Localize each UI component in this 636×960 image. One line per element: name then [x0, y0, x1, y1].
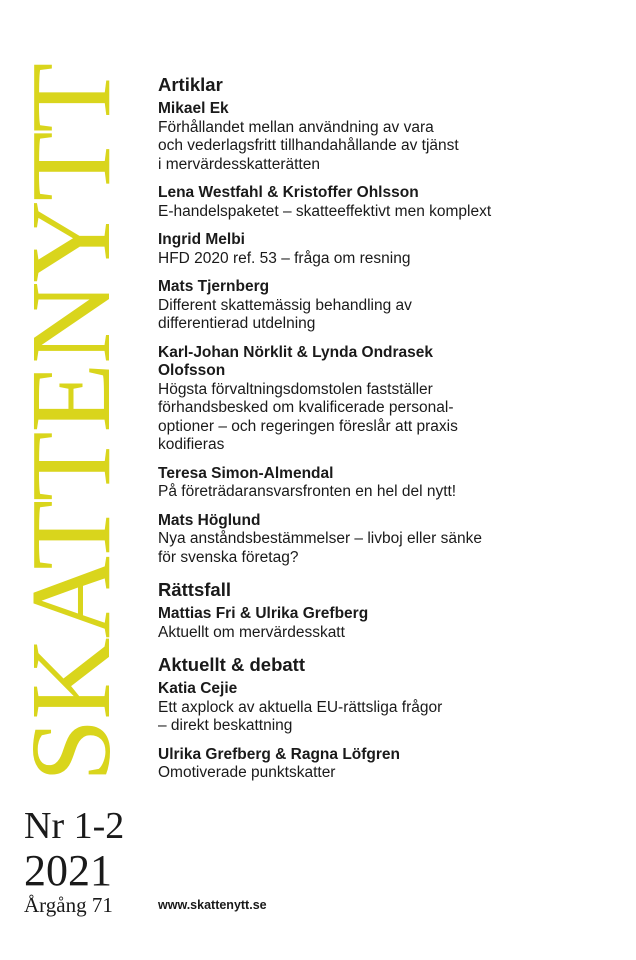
section-title: Rättsfall: [158, 579, 231, 600]
article-author: Karl-Johan Nörklit & Lynda Ondrasek Olofsson: [158, 343, 434, 379]
article-author: Mikael Ek: [158, 100, 229, 117]
masthead-title: SKATTENYTT: [7, 63, 135, 783]
article-title: Högsta förvaltningsdomstolen fastställer förhandsbesked om kvalificerade personal- optioner – och regeringen föreslår att praxis kodifieras: [158, 380, 458, 453]
table-of-contents: [158, 74, 598, 795]
section-aktuellt-debatt: [158, 654, 598, 783]
section-artiklar: [158, 74, 598, 567]
article-item: [158, 100, 598, 174]
issue-number: Nr 1-2: [24, 805, 125, 847]
issue-volume: Årgång 71: [24, 893, 113, 917]
article-item: [158, 680, 598, 736]
article-title: E-handelspaketet – skatteeffektivt men komplext: [158, 202, 492, 220]
article-author: Ulrika Grefberg & Ragna Löfgren: [158, 745, 401, 763]
article-title: På företrädaransvarsfronten en hel del nytt!: [158, 483, 457, 500]
article-title: Omotiverade punktskatter: [158, 764, 336, 781]
section-rattsfall: [158, 579, 598, 642]
article-title: Förhållandet mellan användning av vara och vederlagsfritt tillhandahållande av tjänst i mervärdesskatterätten: [158, 118, 459, 173]
article-item: [158, 278, 598, 334]
article-author: Mats Höglund: [158, 511, 261, 529]
article-item: [158, 605, 598, 642]
article-author: Mattias Fri & Ulrika Grefberg: [158, 605, 369, 622]
article-title: Aktuellt om mervärdesskatt: [158, 623, 345, 641]
article-author: Ingrid Melbi: [158, 231, 245, 248]
section-title: Aktuellt & debatt: [158, 654, 305, 675]
article-author: Lena Westfahl & Kristoffer Ohlsson: [158, 184, 419, 201]
article-title: Ett axplock av aktuella EU-rättsliga frågor – direkt beskattning: [158, 698, 443, 734]
article-item: [158, 746, 598, 783]
article-item: [158, 344, 598, 455]
article-item: [158, 184, 598, 221]
issue-year: 2021: [24, 846, 112, 895]
masthead: [7, 48, 135, 798]
article-author: Teresa Simon-Almendal: [158, 464, 334, 482]
article-title: HFD 2020 ref. 53 – fråga om resning: [158, 249, 411, 267]
article-item: [158, 465, 598, 502]
website-link[interactable]: www.skattenytt.se: [158, 898, 267, 912]
section-title: Artiklar: [158, 74, 223, 95]
article-author: Mats Tjernberg: [158, 278, 270, 295]
article-item: [158, 512, 598, 568]
article-item: [158, 231, 598, 268]
article-author: Katia Cejie: [158, 680, 238, 697]
article-title: Different skattemässig behandling av differentierad utdelning: [158, 296, 412, 332]
article-title: Nya anståndsbestämmelser – livboj eller sänke för svenska företag?: [158, 530, 482, 566]
